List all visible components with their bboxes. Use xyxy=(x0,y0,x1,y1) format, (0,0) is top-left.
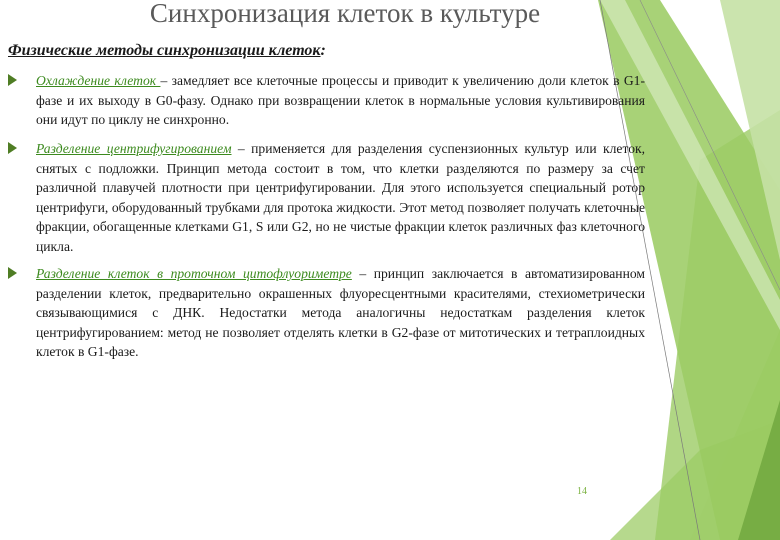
list-item-centrifugation xyxy=(36,139,645,257)
item-lead: Охлаждение клеток xyxy=(36,73,161,88)
section-heading xyxy=(8,42,326,60)
item-text: – применяется для разделения суспензионных культур или клеток, снятых с подложки. Принцип метода состоит в том, что клетки разделяются по размеру за счет различной плавучей плотности при центрифугировании. Для этого используется специальный ротор центрифуги, оборудованный трубками для протока жидкости. Этот метод позволяет получать клеточные фракции, обогащенные клетками G1, S или G2, но не чистые фракции клеток различных фаз клеточного цикла. xyxy=(36,141,646,254)
item-text: – принцип заключается в автоматизированном разделении клеток, предварительно окрашенных флуоресцентными красителями, стехиометрически связывающимися с ДНК. Недостатки метода аналогичны недостаткам разделения клеток центрифугированием: метод не позволяет отделять клетки в G2-фазе от митотических и тетраплоидных клеток в G1-фазе. xyxy=(36,266,645,360)
item-lead: Разделение клеток в проточном цитофлуориметре xyxy=(36,266,352,281)
item-text: – замедляет все клеточные процессы и приводит к увеличению доли клеток в G1-фазе и их выходу в G0-фазу. Однако при возвращении клеток в нормальные условия культивирования они идут по циклу не синхронно. xyxy=(36,73,645,128)
list-item-flow-cytometry xyxy=(36,264,645,362)
slide-title: Синхронизация клеток в культуре xyxy=(149,0,541,28)
bullet-arrow-icon xyxy=(8,142,17,154)
section-heading-colon: : xyxy=(320,42,326,59)
list-item-cooling xyxy=(36,71,645,130)
bullet-arrow-icon xyxy=(8,74,17,86)
page-number: 14 xyxy=(577,486,587,497)
bullet-arrow-icon xyxy=(8,267,17,279)
item-lead: Разделение центрифугированием xyxy=(36,141,232,156)
section-heading-text: Физические методы синхронизации клеток xyxy=(8,42,321,59)
